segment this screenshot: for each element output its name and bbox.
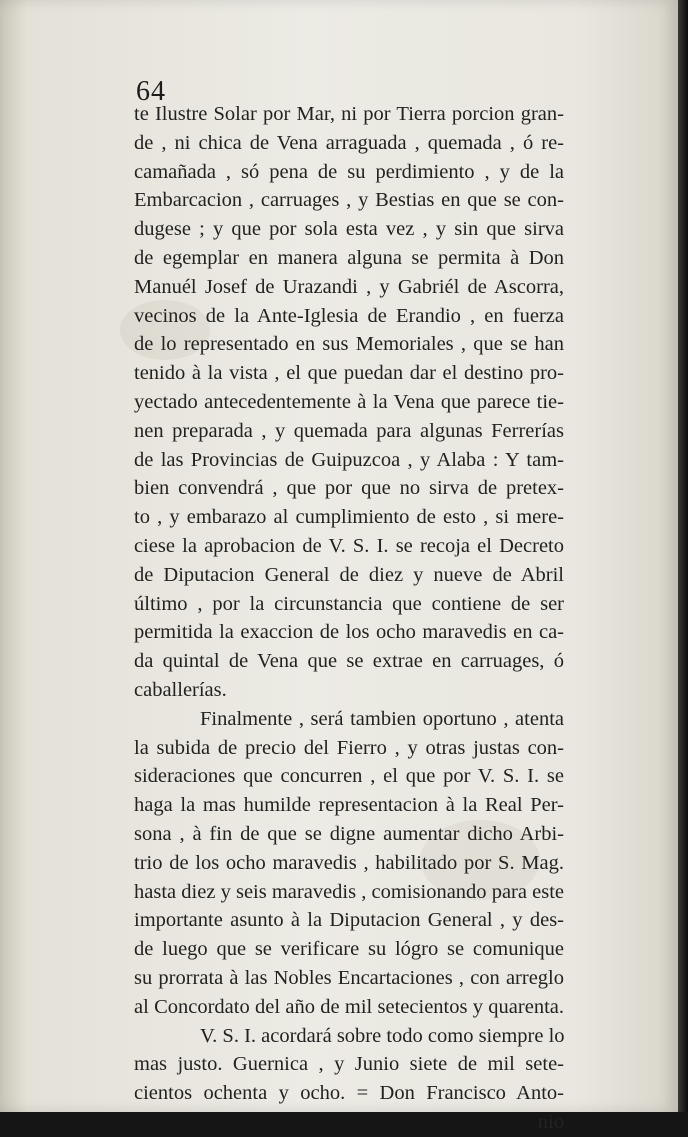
text-line: al Concordato del año de mil setecientos y quarenta. — [134, 995, 564, 1018]
text-line: la subida de precio del Fierro , y otras justas con- — [134, 736, 564, 759]
paragraph-start-line: V. S. I. acordará sobre todo como siempre lo — [200, 1024, 565, 1047]
page-number: 64 — [136, 76, 166, 107]
book-edge — [678, 0, 688, 1112]
text-line: sona , à fin de que se digne aumentar dicho Arbi- — [134, 822, 564, 845]
text-line: tenido à la vista , el que puedan dar el destino pro- — [134, 362, 564, 385]
text-line: camañada , só pena de su perdimiento , y de la — [134, 160, 564, 183]
text-line: de las Provincias de Guipuzcoa , y Alaba : Y tam- — [134, 448, 564, 471]
text-line: dugese ; y que por sola esta vez , y sin que sirva — [134, 218, 564, 241]
paragraph-start-line: Finalmente , será tambien oportuno , atenta — [200, 707, 564, 730]
body-text — [134, 100, 564, 1137]
text-line: último , por la circunstancia que contiene de ser — [134, 592, 564, 615]
text-line: de egemplar en manera alguna se permita à Don — [134, 246, 564, 269]
text-line: vecinos de la Ante-Iglesia de Erandio , en fuerza — [134, 304, 564, 327]
text-line: importante asunto à la Diputacion General , y des- — [134, 909, 564, 932]
text-line: Embarcacion , carruages , y Bestias en que se con- — [134, 189, 564, 212]
text-line: trio de los ocho maravedis , habilitado por S. Mag. — [134, 851, 564, 874]
text-line: de Diputacion General de diez y nueve de Abril — [134, 563, 564, 586]
text-line: hasta diez y seis maravedis , comisionando para este — [134, 880, 564, 903]
text-line: permitida la exaccion de los ocho maravedis en ca- — [134, 621, 564, 644]
text-line: da quintal de Vena que se extrae en carruages, ó — [134, 650, 564, 673]
text-line: Manuél Josef de Urazandi , y Gabriél de Ascorra, — [134, 275, 564, 298]
text-line: nen preparada , y quemada para algunas Ferrerías — [134, 419, 564, 442]
text-line: mas justo. Guernica , y Junio siete de mil sete- — [134, 1053, 564, 1076]
text-line: ciese la aprobacion de V. S. I. se recoja el Decreto — [134, 534, 564, 557]
text-line: de luego que se verificare su lógro se comunique — [134, 938, 564, 961]
text-line: de , ni chica de Vena arraguada , quemada , ó re- — [134, 131, 564, 154]
text-line: cientos ochenta y ocho. = Don Francisco Anto- — [134, 1082, 564, 1105]
text-line: de lo representado en sus Memoriales , que se han — [134, 333, 564, 356]
text-line: su prorrata à las Nobles Encartaciones , con arreglo — [134, 966, 564, 989]
text-line: yectado antecedentemente à la Vena que parece tie- — [134, 390, 564, 413]
text-line: te Ilustre Solar por Mar, ni por Tierra porcion gran- — [134, 103, 564, 125]
text-line: haga la mas humilde representacion à la Real Per- — [134, 794, 564, 817]
text-line: sideraciones que concurren , el que por V. S. I. se — [134, 765, 564, 788]
text-line: caballerías. — [134, 678, 227, 701]
text-line: to , y embarazo al cumplimiento de esto , si mere- — [134, 506, 564, 529]
text-line: bien convendrá , que por que no sirva de pretex- — [134, 477, 564, 500]
catchword: nio — [537, 1110, 564, 1133]
